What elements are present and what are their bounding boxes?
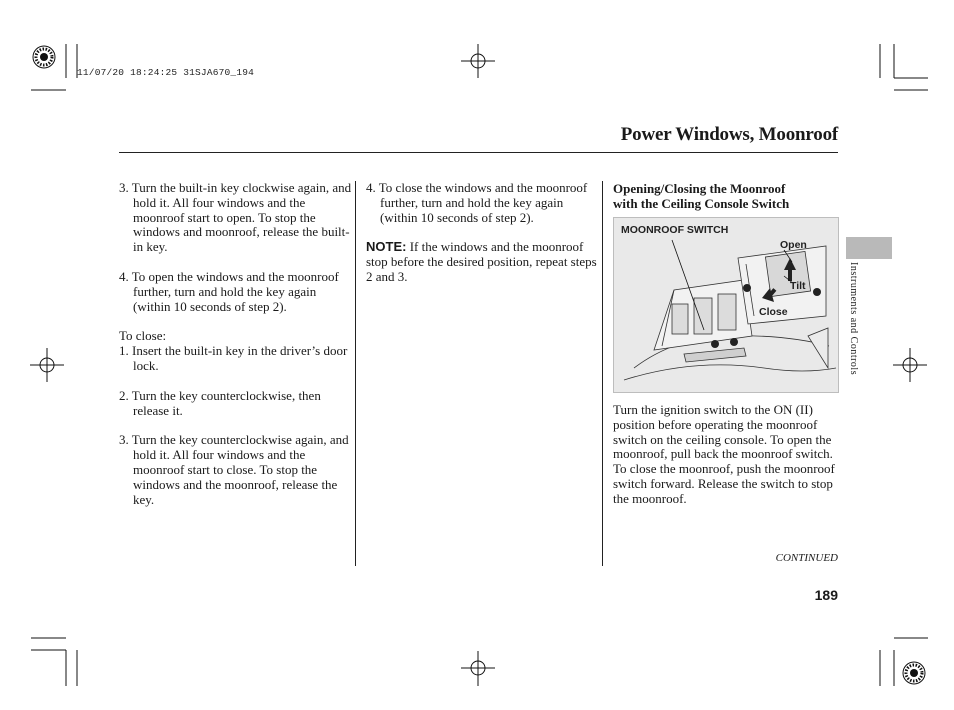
section-tab-label: Instruments and Controls	[848, 262, 859, 376]
label-moonroof-switch: MOONROOF SWITCH	[621, 224, 729, 236]
column-2	[366, 181, 598, 300]
moonroof-instructions: Turn the ignition switch to the ON (II) position before operating the moonroof switch on the ceiling console. To open the moonroof, pull back the moonroof switch. To close the moonroof, push the moonroof switch forward. Release the switch to stop the moonroof.	[613, 402, 835, 506]
step-4-open: 4. To open the windows and the moonroof further, turn and hold the key again (within 10 seconds of step 2).	[119, 268, 339, 314]
column-divider-1	[355, 181, 356, 566]
column-1	[119, 181, 353, 522]
label-open: Open	[780, 239, 807, 251]
section-tab	[846, 237, 892, 259]
continued-label: CONTINUED	[775, 552, 838, 564]
page-title: Power Windows, Moonroof	[620, 124, 838, 145]
note-paragraph: NOTE: If the windows and the moonroof stop before the desired position, repeat steps 2 and 3.	[366, 239, 597, 284]
step-3-close: 3. Turn the key counterclockwise again, and hold it. All four windows and the moonroof start to close. To stop the windows and the moonroof, release the key.	[119, 432, 349, 507]
column-3-body	[613, 403, 839, 522]
step-3-open: 3. Turn the built-in key clockwise again, and hold it. All four windows and the moonroof start to open. To stop the windows and moonroof, release the built-in key.	[119, 180, 352, 255]
step-1-close: 1. Insert the built-in key in the driver’s door lock.	[119, 343, 348, 373]
step-2-close: 2. Turn the key counterclockwise, then release it.	[119, 387, 321, 418]
print-stamp: 11/07/20 18:24:25 31SJA670_194	[77, 67, 255, 78]
step-4-close: 4. To close the windows and the moonroof further, turn and hold the key again (within 10 seconds of step 2).	[366, 180, 588, 225]
section-heading: Opening/Closing the Moonroof with the Ceiling Console Switch	[613, 181, 790, 211]
label-close: Close	[759, 306, 788, 318]
to-close-heading: To close:	[119, 328, 167, 344]
note-label: NOTE:	[366, 239, 407, 255]
column-divider-2	[602, 181, 603, 566]
moonroof-switch-figure	[613, 217, 839, 393]
page-number: 189	[814, 587, 838, 603]
title-rule	[119, 152, 838, 153]
label-tilt: Tilt	[790, 280, 806, 292]
